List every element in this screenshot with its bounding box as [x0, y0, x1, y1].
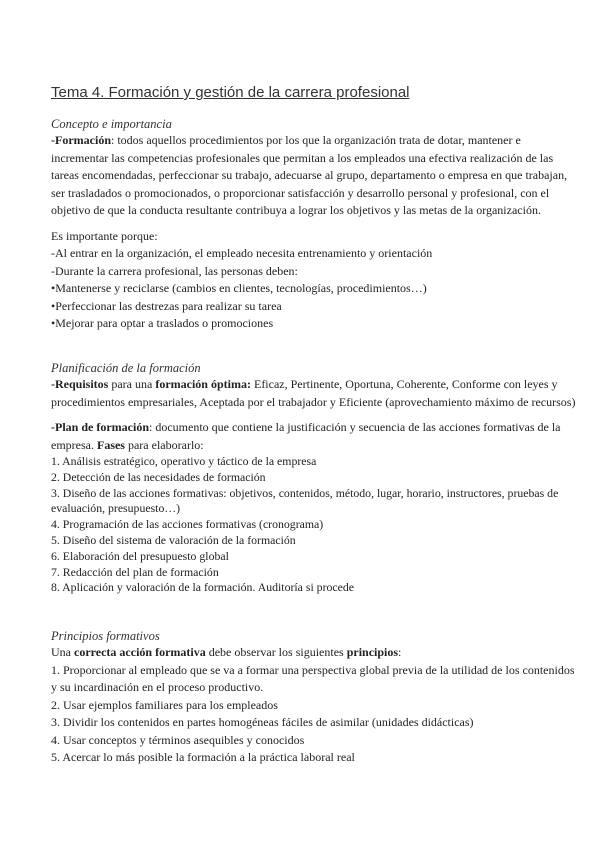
plan-paragraph [51, 419, 576, 454]
list-item: 3. Diseño de las acciones formativas: objetivos, contenidos, método, lugar, horario, instructores, pruebas de evaluación, presupuesto…) [51, 485, 559, 516]
list-item: 3. Dividir los contenidos en partes homogéneas fáciles de asimilar (unidades didácticas) [51, 715, 474, 729]
dash: - [51, 377, 55, 391]
list-item: 1. Proporcionar al empleado que se va a formar una perspectiva global previa de la utilidad de los contenidos y su incardinación en el proceso productivo. [51, 662, 575, 694]
list-item: 8. Aplicación y valoración de la formación. Auditoría si procede [51, 580, 355, 595]
dash: - [51, 133, 55, 147]
section-heading: Principios formativos [51, 629, 160, 643]
list-item: 5. Acercar lo más posible la formación a la práctica laboral real [51, 750, 355, 764]
list-item: -Durante la carrera profesional, las personas deben: [51, 263, 298, 278]
term-formacion: Formación [55, 133, 111, 147]
section-principios [51, 628, 576, 767]
principles-intro [51, 644, 576, 662]
list-item: Es importante porque: [51, 228, 158, 243]
list-item: •Mejorar para optar a traslados o promociones [51, 316, 274, 330]
dash: - [51, 420, 55, 434]
list-item: 1. Análisis estratégico, operativo y táctico de la empresa [51, 454, 317, 468]
section-concepto [51, 116, 576, 333]
term-fases: Fases [96, 437, 125, 452]
term-requisitos: Requisitos [55, 377, 109, 391]
definition-text: : todos aquellos procedimientos por los que la organización trata de dotar, mantener e incrementar las competencias profesionales que permitan a los empleados una efectiva realización de las tareas encomendadas, perfeccionar su trabajo, adecuarse al grupo, departamento o empresa en que trabajan, ser trasladados o promocionados, o proporcionar satisfacción y desarrollo personal y profesional, con el objetivo de que la conducta resultante contribuya a lograr los objetivos y las metas de la organización. [51, 133, 568, 217]
term-principios: principios [346, 645, 399, 659]
list-item: 4. Programación de las acciones formativas (cronograma) [51, 517, 324, 532]
list-item: 2. Usar ejemplos familiares para los empleados [51, 697, 278, 712]
list-item: •Perfeccionar las destrezas para realizar su tarea [51, 298, 282, 313]
list-item: 2. Detección de las necesidades de formación [51, 469, 266, 484]
section-planificacion [51, 360, 576, 596]
text-fragment: para una [108, 377, 156, 391]
requirements-paragraph [51, 376, 576, 411]
list-item: •Mantenerse y reciclarse (cambios en clientes, tecnologías, procedimientos…) [51, 281, 427, 295]
term-accion-formativa: correcta acción formativa [74, 645, 206, 659]
list-item: 6. Elaboración del presupuesto global [51, 548, 229, 563]
page-title: Tema 4. Formación y gestión de la carrera profesional [51, 84, 410, 101]
plan-end: para elaborarlo: [124, 437, 204, 452]
text-fragment: : [398, 645, 402, 659]
plan-text: : documento que contiene la justificación y secuencia de las acciones formativas de la empresa. [51, 420, 561, 452]
term-formacion-optima: formación óptima: [155, 377, 251, 391]
term-plan: Plan de formación [55, 420, 149, 434]
section-heading: Concepto e importancia [51, 117, 172, 131]
list-item: 4. Usar conceptos y términos asequibles y conocidos [51, 732, 305, 747]
list-item: 5. Diseño del sistema de valoración de la formación [51, 532, 296, 547]
requirements-text: Eficaz, Pertinente, Oportuna, Coherente, Conforme con leyes y procedimientos empresariales, Aceptada por el trabajador y Eficiente (aprovechamiento máximo de recursos) [51, 377, 576, 409]
text-fragment: Una [51, 645, 74, 659]
text-fragment: debe observar los siguientes [205, 645, 347, 659]
list-item: -Al entrar en la organización, el empleado necesita entrenamiento y orientación [51, 246, 433, 260]
list-item: 7. Redacción del plan de formación [51, 564, 219, 579]
definition-paragraph [51, 132, 576, 220]
section-heading: Planificación de la formación [51, 361, 201, 375]
